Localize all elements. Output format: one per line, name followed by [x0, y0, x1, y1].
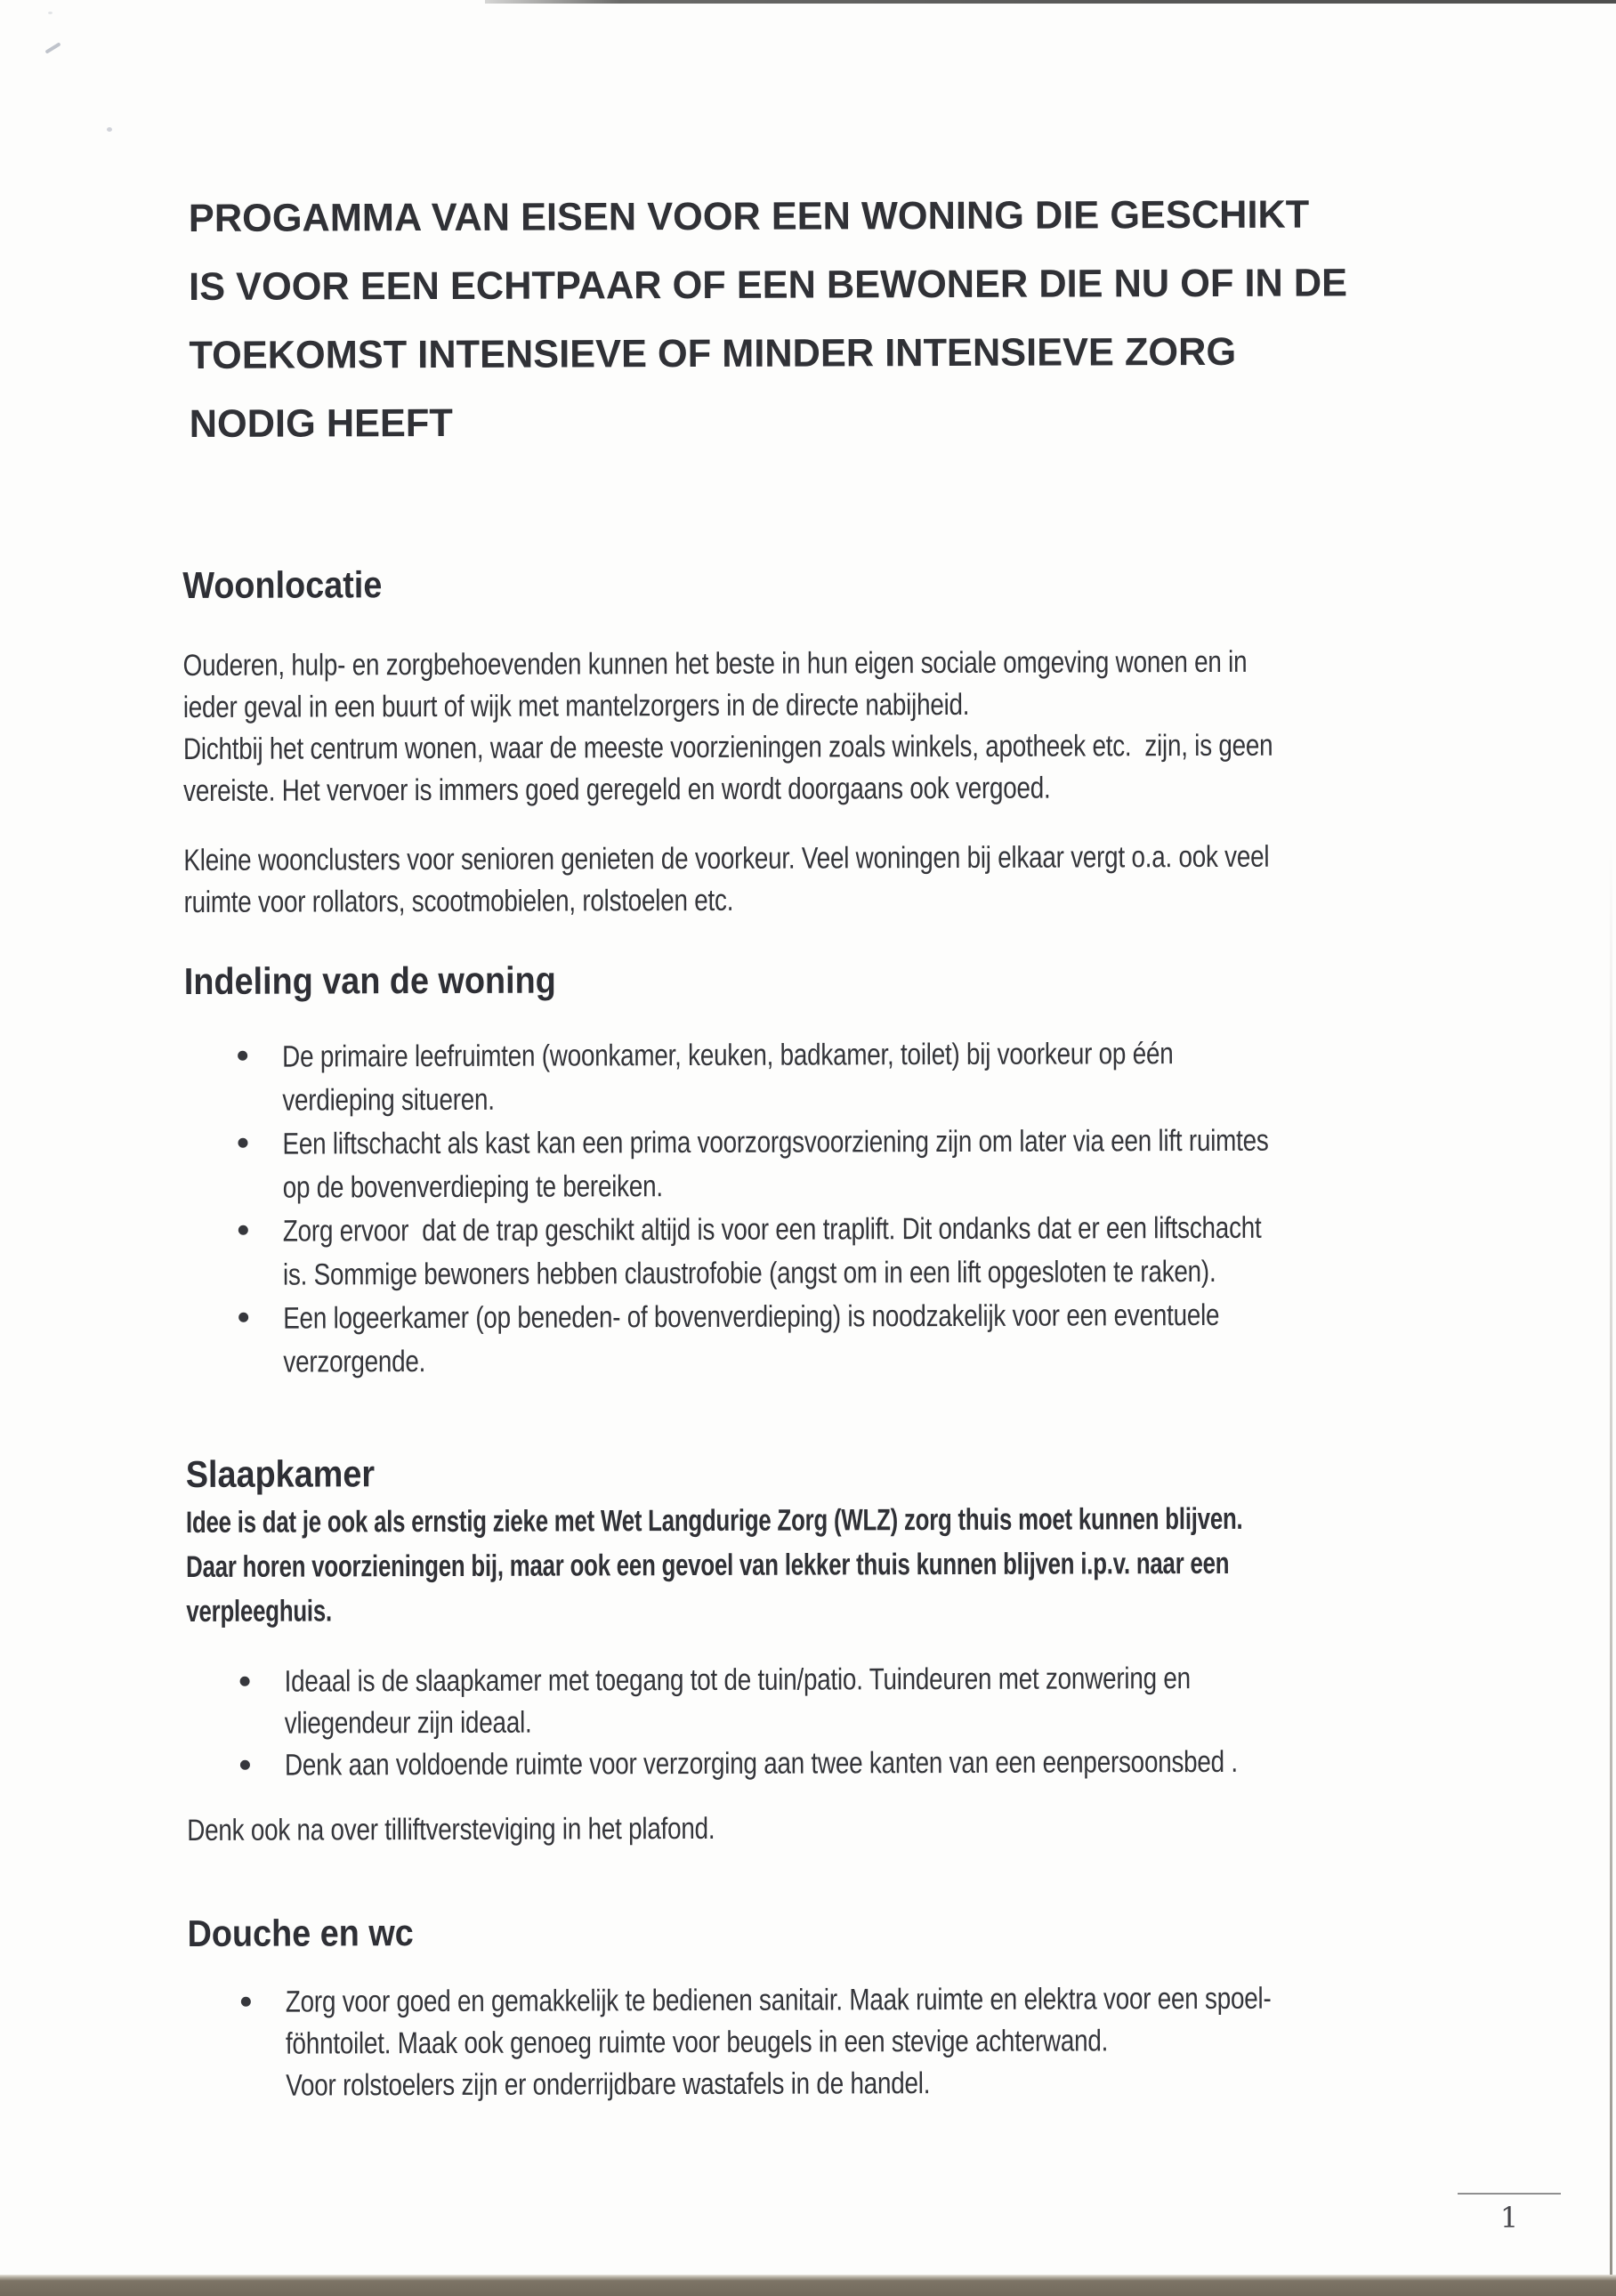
title-line: NODIG HEEFT [189, 400, 453, 446]
bullet-line: Denk aan voldoende ruimte voor verzorging aan twee kanten van een eenpersoonsbed . [284, 1744, 1238, 1783]
bullet-line: Zorg ervoor dat de trap geschikt altijd is voor een traplift. Dit ondanks dat er een liftschacht [282, 1210, 1262, 1249]
paragraph-woonlocatie-2 [183, 836, 1507, 924]
bullet-line: De primaire leefruimten (woonkamer, keuken, badkamer, toilet) bij voorkeur op één [282, 1037, 1174, 1074]
bullet-item [185, 1206, 1486, 1298]
document-content [181, 0, 1541, 2296]
title-line: IS VOOR EEN ECHTPAAR OF EEN BEWONER DIE NU OF IN DE [189, 261, 1348, 309]
bullet-line: is. Sommige bewoners hebben claustrofobie (angst om in een lift opgesloten te raken). [282, 1254, 1216, 1292]
bullet-line: Zorg voor goed en gemakkelijk te bedienen sanitair. Maak ruimte en elektra voor een spoel- [285, 1981, 1272, 2019]
page-number-divider [1458, 2193, 1561, 2195]
bullet-list-douche [188, 1977, 1488, 2107]
heading-text: Douche en wc [187, 1912, 414, 1954]
bullet-line: verzorgende. [283, 1345, 426, 1379]
heading-text: Indeling van de woning [183, 958, 556, 1002]
scan-right-edge-artifact [1610, 837, 1612, 2275]
bullet-icon [238, 1225, 248, 1235]
section-heading-slaapkamer [186, 1451, 396, 1497]
section-heading-douche [187, 1911, 439, 1956]
bullet-icon [238, 1313, 248, 1322]
paragraph-line: ruimte voor rollators, scootmobielen, rolstoelen etc. [183, 883, 734, 919]
paragraph-line: Denk ook na over tilliftversteviging in het plafond. [187, 1811, 715, 1847]
pencil-mark [44, 42, 61, 53]
page-footer [1458, 2193, 1561, 2235]
document-title [189, 180, 1366, 458]
bullet-item [187, 1657, 1447, 1745]
paragraph-line: Idee is dat je ook als ernstig zieke met Wet Langdurige Zorg (WLZ) zorg thuis moet kunnen blijven. [185, 1501, 1243, 1540]
paragraph-line: Dichtbij het centrum wonen, waar de meeste voorzieningen zoals winkels, apotheek etc. zijn, is geen [182, 728, 1273, 766]
bullet-line: verdieping situeren. [282, 1082, 495, 1118]
scan-speck [107, 127, 112, 132]
paragraph-line: Kleine woonclusters voor senioren genieten de voorkeur. Veel woningen bij elkaar vergt o.a. ook veel [183, 839, 1270, 877]
bullet-icon [240, 1760, 250, 1770]
heading-text: Woonlocatie [182, 563, 383, 606]
paragraph-woonlocatie-1 [183, 641, 1513, 812]
bullet-item [184, 1031, 1485, 1123]
bullet-icon [241, 1997, 251, 2007]
bullet-item [187, 1741, 1447, 1787]
bullet-icon [238, 1051, 247, 1061]
paragraph-line: Daar horen voorzieningen bij, maar ook een gevoel van lekker thuis kunnen blijven i.p.v. naar een [186, 1546, 1230, 1584]
bullet-item [188, 1977, 1488, 2107]
heading-text: Slaapkamer [185, 1452, 376, 1495]
paragraph-line: Ouderen, hulp- en zorgbehoevenden kunnen het beste in hun eigen sociale omgeving wonen en in [182, 644, 1248, 683]
title-line: TOEKOMST INTENSIEVE OF MINDER INTENSIEVE ZORG [189, 329, 1237, 377]
section-heading-woonlocatie [182, 562, 404, 608]
bullet-line: Voor rolstoelers zijn er onderrijdbare wastafels in de handel. [286, 2066, 931, 2103]
bullet-icon [238, 1138, 247, 1148]
page-number: 1 [1499, 2201, 1519, 2235]
bullet-list-indeling [184, 1031, 1486, 1385]
title-line: PROGAMMA VAN EISEN VOOR EEN WONING DIE GESCHIKT [188, 192, 1310, 240]
bullet-line: föhntoilet. Maak ook genoeg ruimte voor beugels in een stevige achterwand. [285, 2024, 1109, 2061]
paragraph-line: ieder geval in een buurt of wijk met mantelzorgers in de directe nabijheid. [182, 687, 970, 724]
bullet-icon [240, 1677, 250, 1686]
paragraph-slaapkamer-note [187, 1807, 831, 1852]
bullet-line: op de bovenverdieping te bereiken. [282, 1169, 663, 1205]
paragraph-slaapkamer-intro [186, 1496, 1577, 1634]
paragraph-line: vereiste. Het vervoer is immers goed geregeld en wordt doorgaans ook vergoed. [183, 771, 1051, 808]
scan-speck [48, 12, 53, 14]
bullet-line: Ideaal is de slaapkamer met toegang tot de tuin/patio. Tuindeuren met zonwering en [284, 1661, 1191, 1699]
bullet-list-slaapkamer [187, 1657, 1448, 1787]
bullet-line: Een liftschacht als kast kan een prima voorzorgsvoorziening zijn om later via een lift ruimtes [282, 1123, 1269, 1161]
bullet-item [184, 1119, 1485, 1210]
bullet-item [185, 1293, 1486, 1385]
bullet-line: Een logeerkamer (op beneden- of bovenverdieping) is noodzakelijk voor een eventuele [283, 1298, 1220, 1336]
bullet-line: vliegendeur zijn ideaal. [284, 1705, 532, 1741]
section-heading-indeling [184, 958, 598, 1004]
paragraph-line: verpleeghuis. [186, 1594, 333, 1629]
